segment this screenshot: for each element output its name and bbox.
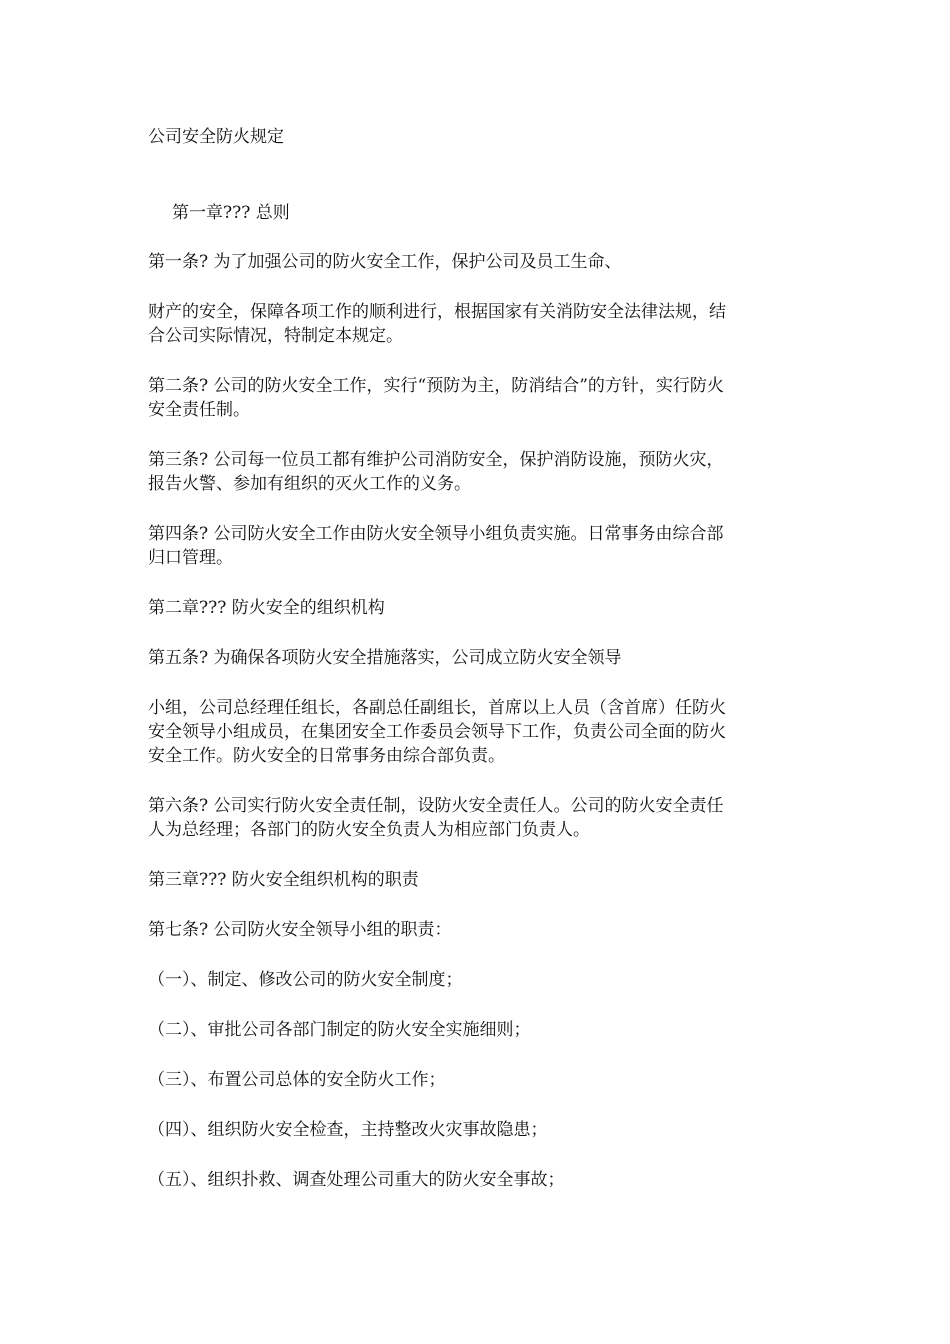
chapter-heading-3: 第三章??? 防火安全组织机构的职责 [148, 870, 419, 890]
article-5-line-2: 小组，公司总经理任组长，各副总任副组长，首席以上人员（含首席）任防火 [148, 698, 726, 718]
list-item-1: （一）、制定、修改公司的防火安全制度； [148, 970, 463, 990]
article-2-line-1: 第二条? 公司的防火安全工作，实行“预防为主，防消结合”的方针，实行防火 [148, 376, 724, 396]
article-3-line-2: 报告火警、参加有组织的灭火工作的义务。 [148, 474, 471, 494]
article-1-line-3: 合公司实际情况，特制定本规定。 [148, 326, 403, 346]
article-6-line-1: 第六条? 公司实行防火安全责任制，设防火安全责任人。公司的防火安全责任 [148, 796, 724, 816]
article-6-line-2: 人为总经理；各部门的防火安全负责人为相应部门负责人。 [148, 820, 590, 840]
chapter-heading-2: 第二章??? 防火安全的组织机构 [148, 598, 385, 618]
list-item-2: （二）、审批公司各部门制定的防火安全实施细则； [148, 1020, 531, 1040]
article-1-line-1: 第一条? 为了加强公司的防火安全工作，保护公司及员工生命、 [148, 252, 622, 272]
article-4-line-1: 第四条? 公司防火安全工作由防火安全领导小组负责实施。日常事务由综合部 [148, 524, 724, 544]
article-2-line-2: 安全责任制。 [148, 400, 250, 420]
article-7: 第七条? 公司防火安全领导小组的职责： [148, 920, 452, 940]
article-4-line-2: 归口管理。 [148, 548, 233, 568]
article-5-line-1: 第五条? 为确保各项防火安全措施落实，公司成立防火安全领导 [148, 648, 622, 668]
article-1-line-2: 财产的安全，保障各项工作的顺利进行，根据国家有关消防安全法律法规，结 [148, 302, 726, 322]
chapter-heading-1: 第一章??? 总则 [172, 203, 290, 223]
list-item-4: （四）、组织防火安全检查，主持整改火灾事故隐患； [148, 1120, 548, 1140]
article-3-line-1: 第三条? 公司每一位员工都有维护公司消防安全，保护消防设施，预防火灾， [148, 450, 724, 470]
article-5-line-4: 安全工作。防火安全的日常事务由综合部负责。 [148, 746, 505, 766]
article-5-line-3: 安全领导小组成员，在集团安全工作委员会领导下工作，负责公司全面的防火 [148, 722, 726, 742]
document-title: 公司安全防火规定 [148, 127, 284, 147]
list-item-3: （三）、布置公司总体的安全防火工作； [148, 1070, 446, 1090]
list-item-5: （五）、组织扑救、调查处理公司重大的防火安全事故； [148, 1170, 565, 1190]
